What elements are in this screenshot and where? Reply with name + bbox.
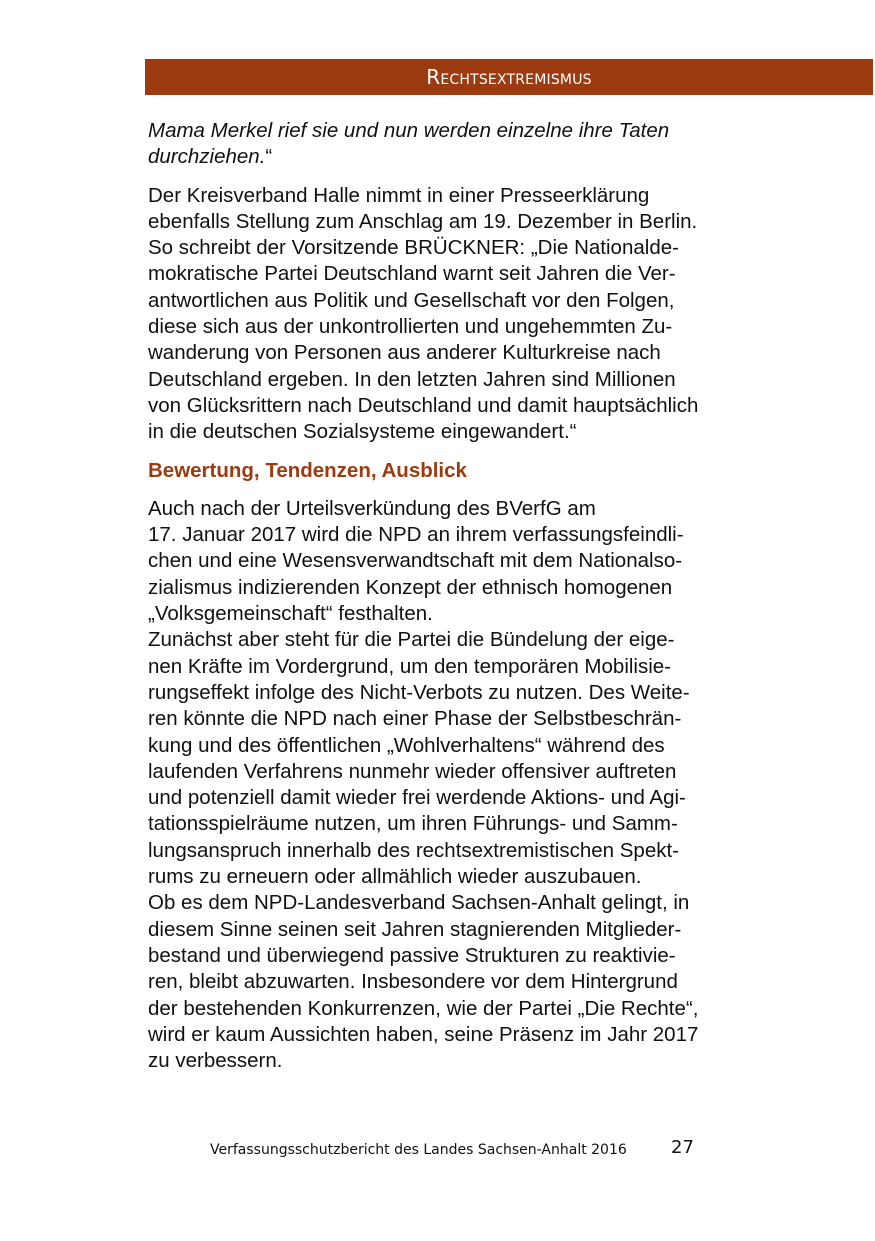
document-body — [148, 118, 773, 1074]
section-header-title: Rechtsextremismus — [426, 65, 592, 89]
text-line: Ob es dem NPD-Landesverband Sachsen-Anhalt gelingt, in — [148, 891, 690, 915]
text-line: und potenziell damit wieder frei werdende Aktions- und Agi- — [148, 786, 686, 810]
text-line: ren könnte die NPD nach einer Phase der Selbstbeschrän- — [148, 707, 682, 731]
page-footer — [0, 1137, 875, 1161]
text-line: So schreibt der Vorsitzende BRÜCKNER: „Die Nationalde- — [148, 236, 679, 260]
text-line: wanderung von Personen aus anderer Kulturkreise nach — [148, 341, 661, 365]
text-line: diese sich aus der unkontrollierten und ungehemmten Zu- — [148, 315, 673, 339]
text-line: in die deutschen Sozialsysteme eingewandert.“ — [148, 420, 577, 444]
footer-publication-title: Verfassungsschutzbericht des Landes Sachsen-Anhalt 2016 — [210, 1142, 627, 1158]
text-line: antwortlichen aus Politik und Gesellschaft vor den Folgen, — [148, 288, 675, 312]
text-line: rungseffekt infolge des Nicht-Verbots zu nutzen. Des Weite- — [148, 680, 690, 704]
text-line: lungsanspruch innerhalb des rechtsextremistischen Spekt- — [148, 838, 679, 862]
text-line: der bestehenden Konkurrenzen, wie der Partei „Die Rechte“, — [148, 996, 699, 1020]
text-line: mokratische Partei Deutschland warnt seit Jahren die Ver- — [148, 262, 676, 286]
text-line: Auch nach der Urteilsverkündung des BVerfG am — [148, 496, 596, 520]
quote-paragraph — [148, 118, 773, 171]
page-number: 27 — [671, 1137, 694, 1158]
text-line: zu verbessern. — [148, 1049, 283, 1073]
text-line: ebenfalls Stellung zum Anschlag am 19. Dezember in Berlin. — [148, 209, 698, 233]
text-line: Zunächst aber steht für die Partei die Bündelung der eige- — [148, 628, 675, 652]
quote-line-1: Mama Merkel rief sie und nun werden einzelne ihre Taten — [148, 119, 670, 142]
paragraph-kreisverband-halle — [148, 183, 773, 446]
text-line: kung und des öffentlichen „Wohlverhaltens“ während des — [148, 733, 665, 757]
quote-close-mark: “ — [265, 145, 273, 169]
text-line: diesem Sinne seinen seit Jahren stagnierenden Mitglieder- — [148, 917, 682, 941]
paragraph-mobilisierung — [148, 627, 773, 890]
text-line: Deutschland ergeben. In den letzten Jahren sind Millionen — [148, 367, 676, 391]
text-line: Der Kreisverband Halle nimmt in einer Presseerklärung — [148, 183, 650, 207]
text-line: wird er kaum Aussichten haben, seine Präsenz im Jahr 2017 — [148, 1022, 699, 1046]
text-line: „Volksgemeinschaft“ festhalten. — [148, 602, 433, 626]
text-line: rums zu erneuern oder allmählich wieder auszubauen. — [148, 865, 642, 889]
text-line: 17. Januar 2017 wird die NPD an ihrem verfassungsfeindli- — [148, 523, 684, 547]
section-header-bar — [145, 59, 873, 95]
text-line: zialismus indizierenden Konzept der ethnisch homogenen — [148, 575, 673, 599]
paragraph-landesverband — [148, 890, 773, 1074]
section-heading: Bewertung, Tendenzen, Ausblick — [148, 458, 467, 482]
text-line: tationsspielräume nutzen, um ihren Führungs- und Samm- — [148, 812, 678, 836]
text-line: ren, bleibt abzuwarten. Insbesondere vor dem Hintergrund — [148, 970, 678, 994]
text-line: von Glücksrittern nach Deutschland und damit hauptsächlich — [148, 393, 699, 417]
text-line: bestand und überwiegend passive Strukturen zu reaktivie- — [148, 943, 676, 967]
quote-line-2: durchziehen. — [148, 145, 266, 169]
text-line: nen Kräfte im Vordergrund, um den temporären Mobilisie- — [148, 654, 672, 678]
text-line: laufenden Verfahrens nunmehr wieder offensiver auftreten — [148, 759, 677, 783]
text-line: chen und eine Wesensverwandtschaft mit dem Nationalso- — [148, 549, 683, 573]
paragraph-urteil — [148, 496, 773, 627]
